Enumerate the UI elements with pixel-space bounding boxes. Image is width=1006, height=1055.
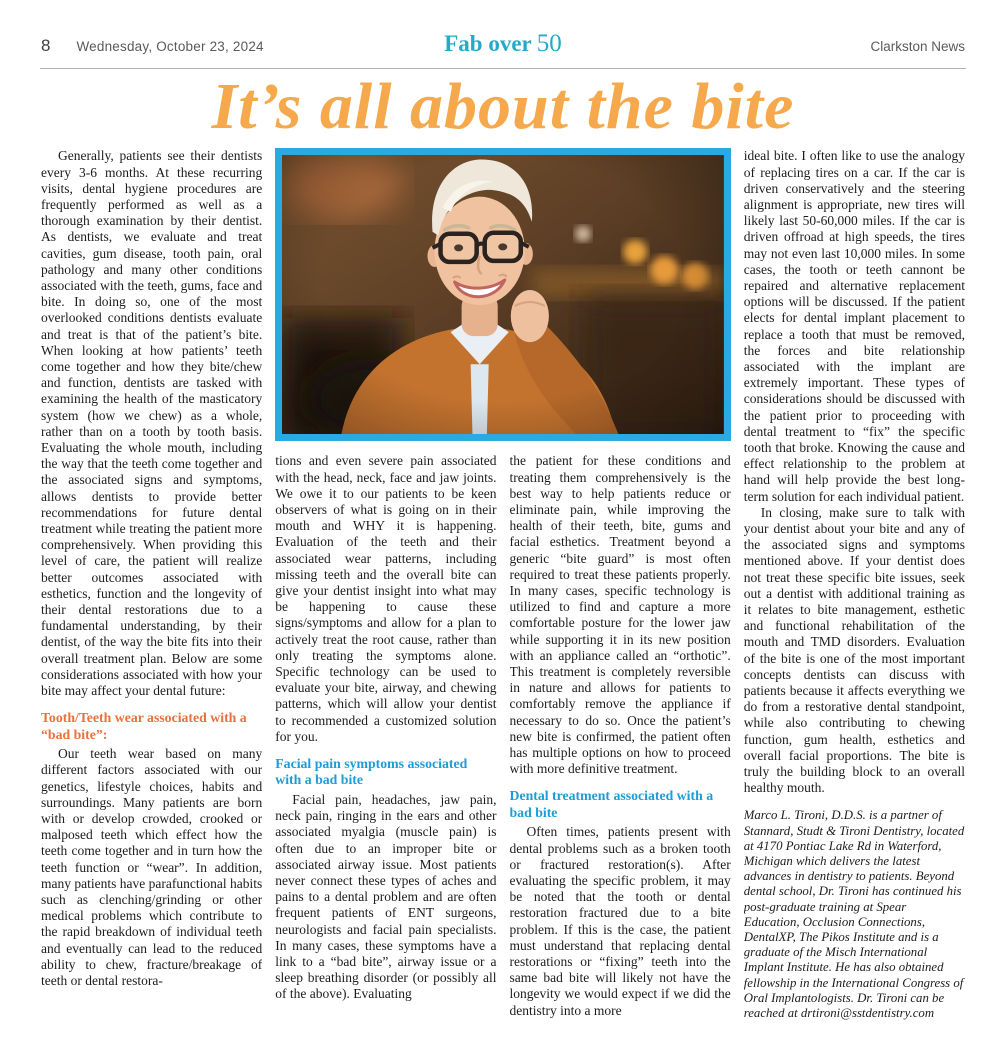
paragraph: Often times, patients present with dental problems such as a broken tooth or fractured restoration(s). After evaluating the specific problem, it may be noted that the tooth or dental restoration fractured due to a bite problem. If this is the case, the patient must understand that replacing dental restorations or “fixing” teeth into the same bad bite will likely not have the longevity we would expect if we did the dentistry into a more (509, 824, 731, 1018)
article-photo (275, 148, 731, 441)
article-column-4 (744, 148, 965, 1040)
paragraph: In closing, make sure to talk with your dentist about your bite and any of the associated signs and symptoms mentioned above. If your dentist does not treat these specific bite issues, seek out a dentist with additional training as it relates to bite management, esthetic and functional rehabilitation of the mouth and TMD disorders. Evaluation of the bite is one of the most important concepts dentists can discuss with patients because it affects everything we do from a restorative dental standpoint, while also contributing to chewing function, gum health, esthetics and overall facial proportions. The bite is truly the building block to an overall healthy mouth. (743, 504, 965, 796)
paragraph: Facial pain, headaches, jaw pain, neck pain, ringing in the ears and other associated myalgia (muscle pain) is often due to an improper bite or associated airway issue. Most patients never connect these types of aches and pains to a dental problem and are often frequent patients of ENT surgeons, neurologists and facial pain specialists. In many cases, these symptoms have a link to a “bad bite”, airway issue or a sleep breathing disorder (or possibly all of the above). Evaluating (275, 791, 497, 1002)
paragraph: Our teeth wear based on many different factors associated with our genetics, lifestyle choices, habits and surroundings. Many patients are born with or develop crowded, crooked or malposed teeth which effect how the teeth come together and in turn how the teeth function or “wear”. In addition, many patients have parafunctional habits such as clenching/grinding or other medical problems which contribute to the rapid breakdown of individual teeth and eventually can lead to the reduced ability to chew, fracture/breakage of teeth or dental restora- (41, 746, 263, 989)
masthead-left (41, 36, 444, 56)
author-bio: Marco L. Tironi, D.D.S. is a partner of Stannard, Studt & Tironi Dentistry, located at 4170 Pontiac Lake Rd in Waterford, Michigan which delivers the latest advances in dentistry to patients. Beyond dental school, Dr. Tironi has continued his post-graduate training at Spear Education, Occlusion Connections, DentalXP, The Pikos Institute and is a graduate of the Misch International Implant Institute. He has also obtained fellowship in the International Congress of Oral Implantologists. Dr. Tironi can be reached at drtironi@sstdentistry.com (743, 808, 965, 1021)
masthead-divider (40, 68, 966, 69)
article-body (0, 140, 1006, 1040)
article-column-3 (510, 453, 731, 1040)
subhead-dental-treatment: Dental treatment associated with a bad bite (509, 788, 714, 820)
paragraph: Generally, patients see their dentists every 3-6 months. At these recurring visits, dental hygiene procedures are frequently performed as well as a thorough examination by their dentist. As dentists, we evaluate and treat cavities, gum disease, tooth pain, oral pathology and many other conditions associated with the teeth, gums, face and bite. In doing so, one of the most overlooked conditions dentists evaluate and treat is that of the patient’s bite. When looking at how patients’ teeth come together and how they bite/chew and function, dentists are tasked with examining the health of the masticatory system (how we chew) as a whole, rather than on a tooth by tooth basis. Evaluating the whole mouth, including the way that the teeth come together and the associated signs and symptoms, allows dentists to provide better recommendations for future dental treatment while treating the patient more comprehensively. When providing this level of care, the patient will realize better outcomes associated with esthetics, function and the longevity of their dental restorations due to a fundamental understanding, by their dentist, of the way the bite fits into their overall treatment plan. Below are some considerations associated with how your bite may affect your dental future: (41, 148, 263, 699)
subhead-facial-pain: Facial pain symptoms associated with a bad bite (275, 755, 468, 788)
masthead (0, 0, 1006, 64)
article-column-2 (275, 453, 496, 1040)
brand-name: Fab over (444, 31, 532, 56)
paragraph: ideal bite. I often like to use the analogy of replacing tires on a car. If the car is driven conservatively and the steering alignment is appropriate, new tires will likely last 50-60,000 miles. If the car is driven offroad at high speeds, the tires may not even last 10,000 miles. In some cases, the tooth or teeth cannont be repaired and alternative replacement options will be discussed. If the patient elects for dental implant placement to replace a tooth that must be removed, the forces and bite relationship associated with the implant are extremely important. These types of considerations should be discussed with the patient prior to proceeding with dental treatment to “fix” the specific tooth that broke. Knowing the cause and effect relationship to the problem at hand will help provide the best long-term solution for each individual patient. (743, 148, 965, 504)
section-brand (444, 30, 562, 58)
article-headline: It’s all about the bite (211, 70, 795, 143)
paragraph: tions and even severe pain associated with the head, neck, face and jaw joints. We owe it to our patients to be keen observers of what is going on in their mouth and WHY it is happening. Evaluation of the teeth and their associated wear patterns, including missing teeth and the overall bite can give your dentist insight into what may be happening to cause these signs/symptoms and allow for a plan to actively treat the root cause, rather than only treating the symptoms alone. Specific technology can be used to evaluate your bite, airway, and chewing patterns, which will allow your dentist to recommended a customized solution for you. (275, 453, 497, 744)
paper-name: Clarkston News (870, 39, 965, 54)
brand-number: 50 (536, 30, 562, 57)
subhead-tooth-wear: Tooth/Teeth wear associated with a “bad bite”: (41, 710, 247, 742)
article-column-1 (41, 148, 262, 1040)
photo-illustration (282, 155, 724, 434)
page-number: 8 (41, 36, 51, 55)
paragraph: the patient for these conditions and treating them comprehensively is the best way to help patients reduce or eliminate pain, while improving the health of their teeth, bite, gums and facial esthetics. Treatment beyond a generic “bite guard” is most often required to treat these patients properly. In many cases, specific technology is utilized to find and capture a more comfortable posture for the lower jaw while supporting it in its new position with an appliance called an “orthotic”. This treatment is completely reversible in nature and allows for patients to comfortably remove the appliance if necessary to do so. Once the patient’s new bite is confirmed, the patient often has multiple options on how to proceed with more definitive treatment. (509, 453, 731, 777)
issue-date: Wednesday, October 23, 2024 (76, 39, 264, 54)
